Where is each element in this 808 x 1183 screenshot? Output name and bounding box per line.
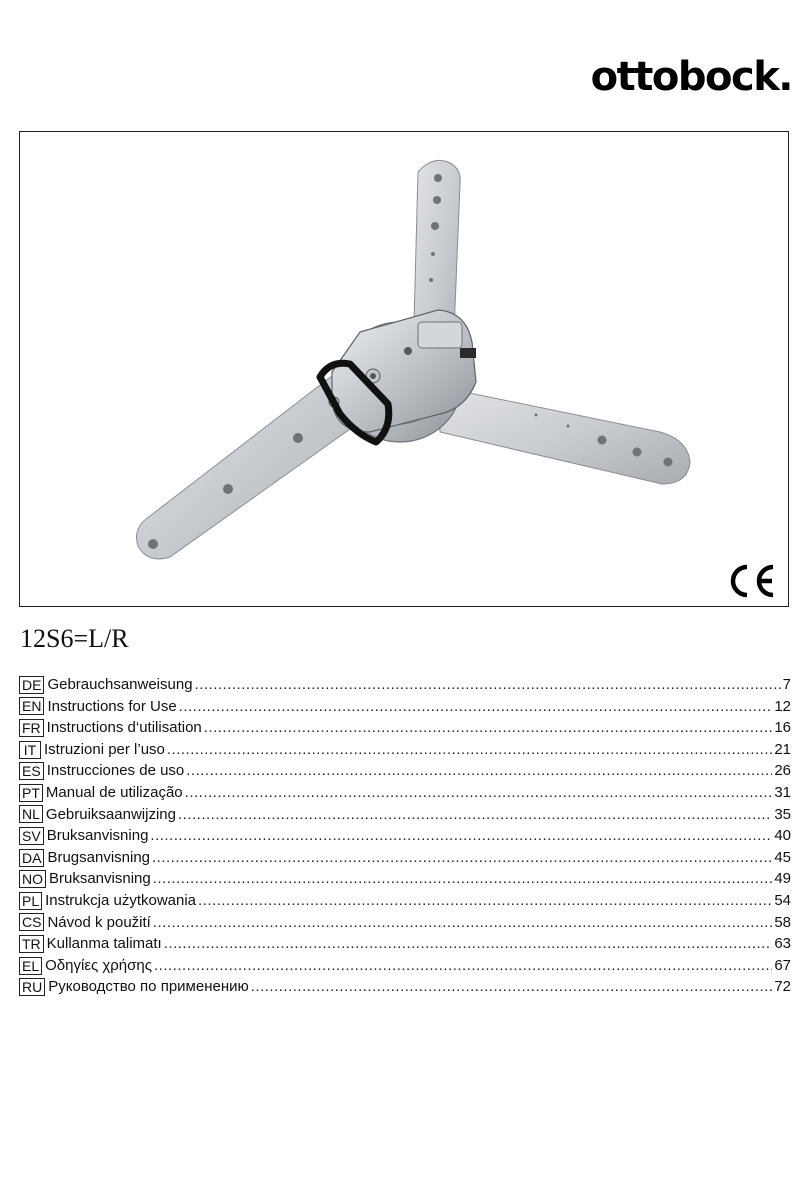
toc-label: Gebrauchsanweisung — [47, 676, 193, 693]
toc-page-number: 26 — [774, 762, 791, 780]
language-code: TR — [19, 935, 44, 953]
product-image-frame — [19, 131, 789, 607]
dot-leader — [178, 804, 772, 826]
dot-leader — [167, 739, 772, 761]
toc-page-number: 16 — [774, 719, 791, 737]
product-illustration — [20, 132, 787, 605]
toc-row[interactable] — [19, 868, 791, 890]
toc-page-number: 72 — [774, 978, 791, 996]
toc-label: Brugsanvisning — [47, 848, 151, 866]
toc-label: Istruzioni per l’uso — [44, 740, 165, 758]
ce-mark-icon — [727, 561, 779, 601]
toc-label: Instrukcja użytkowania — [45, 891, 197, 909]
toc-page-number: 49 — [774, 870, 791, 888]
toc-row[interactable] — [19, 760, 791, 782]
language-code: ES — [19, 762, 44, 780]
toc-label: Instrucciones de uso — [46, 762, 185, 780]
dot-leader — [164, 933, 773, 955]
toc-label: Kullanma talimatı — [46, 935, 162, 953]
toc-page-number: 7 — [782, 676, 791, 693]
toc-label: Bruksanvisning — [46, 827, 149, 845]
toc-page-number: 35 — [774, 805, 791, 823]
toc-row[interactable] — [19, 933, 791, 955]
language-code: NL — [19, 805, 43, 823]
toc-page-number: 21 — [774, 740, 791, 758]
dot-leader — [153, 912, 772, 934]
toc-row[interactable] — [19, 674, 791, 696]
toc-row[interactable] — [19, 976, 791, 998]
toc-row[interactable] — [19, 955, 791, 977]
brand-logo: ottobock. — [590, 54, 792, 100]
language-code: EN — [19, 697, 44, 715]
language-code: IT — [19, 741, 41, 759]
toc-page-number: 12 — [774, 697, 791, 715]
toc-page-number: 54 — [774, 891, 791, 909]
dot-leader — [195, 674, 781, 696]
toc-row[interactable] — [19, 825, 791, 847]
language-code: NO — [19, 870, 46, 888]
language-code: DE — [19, 676, 44, 694]
language-code: SV — [19, 827, 44, 845]
toc-row[interactable] — [19, 912, 791, 934]
toc-page-number: 58 — [774, 913, 791, 931]
dot-leader — [251, 976, 773, 998]
toc-page-number: 45 — [774, 848, 791, 866]
toc-label: Instructions d‘utilisation — [46, 719, 202, 737]
language-code: FR — [19, 719, 44, 737]
toc-label: Návod k použití — [47, 913, 151, 931]
dot-leader — [186, 760, 772, 782]
language-code: EL — [19, 957, 42, 975]
dot-leader — [204, 717, 773, 739]
toc-page-number: 40 — [774, 827, 791, 845]
toc-page-number: 63 — [774, 935, 791, 953]
dot-leader — [185, 782, 773, 804]
language-code: PL — [19, 892, 42, 910]
toc-label: Gebruiksaanwijzing — [45, 805, 176, 823]
toc-row[interactable] — [19, 804, 791, 826]
language-code: CS — [19, 913, 44, 931]
toc-page-number: 67 — [774, 956, 791, 974]
product-title: 12S6=L/R — [20, 624, 129, 653]
toc-row[interactable] — [19, 890, 791, 912]
toc-label: Руководство по применению — [48, 978, 249, 996]
toc-row[interactable] — [19, 717, 791, 739]
dot-leader — [150, 825, 772, 847]
toc-row[interactable] — [19, 782, 791, 804]
toc-row[interactable] — [19, 847, 791, 869]
dot-leader — [154, 955, 772, 977]
toc-page-number: 31 — [774, 783, 791, 801]
language-code: RU — [19, 978, 45, 996]
table-of-contents — [19, 674, 791, 998]
toc-row[interactable] — [19, 739, 791, 761]
dot-leader — [152, 847, 772, 869]
language-code: PT — [19, 784, 43, 802]
toc-label: Οδηγίες χρήσης — [45, 956, 152, 974]
dot-leader — [179, 696, 773, 718]
language-code: DA — [19, 849, 44, 867]
dot-leader — [198, 890, 772, 912]
dot-leader — [153, 868, 773, 890]
toc-label: Manual de utilização — [45, 783, 183, 801]
toc-label: Bruksanvisning — [49, 870, 151, 888]
toc-row[interactable] — [19, 696, 791, 718]
toc-label: Instructions for Use — [47, 697, 177, 715]
